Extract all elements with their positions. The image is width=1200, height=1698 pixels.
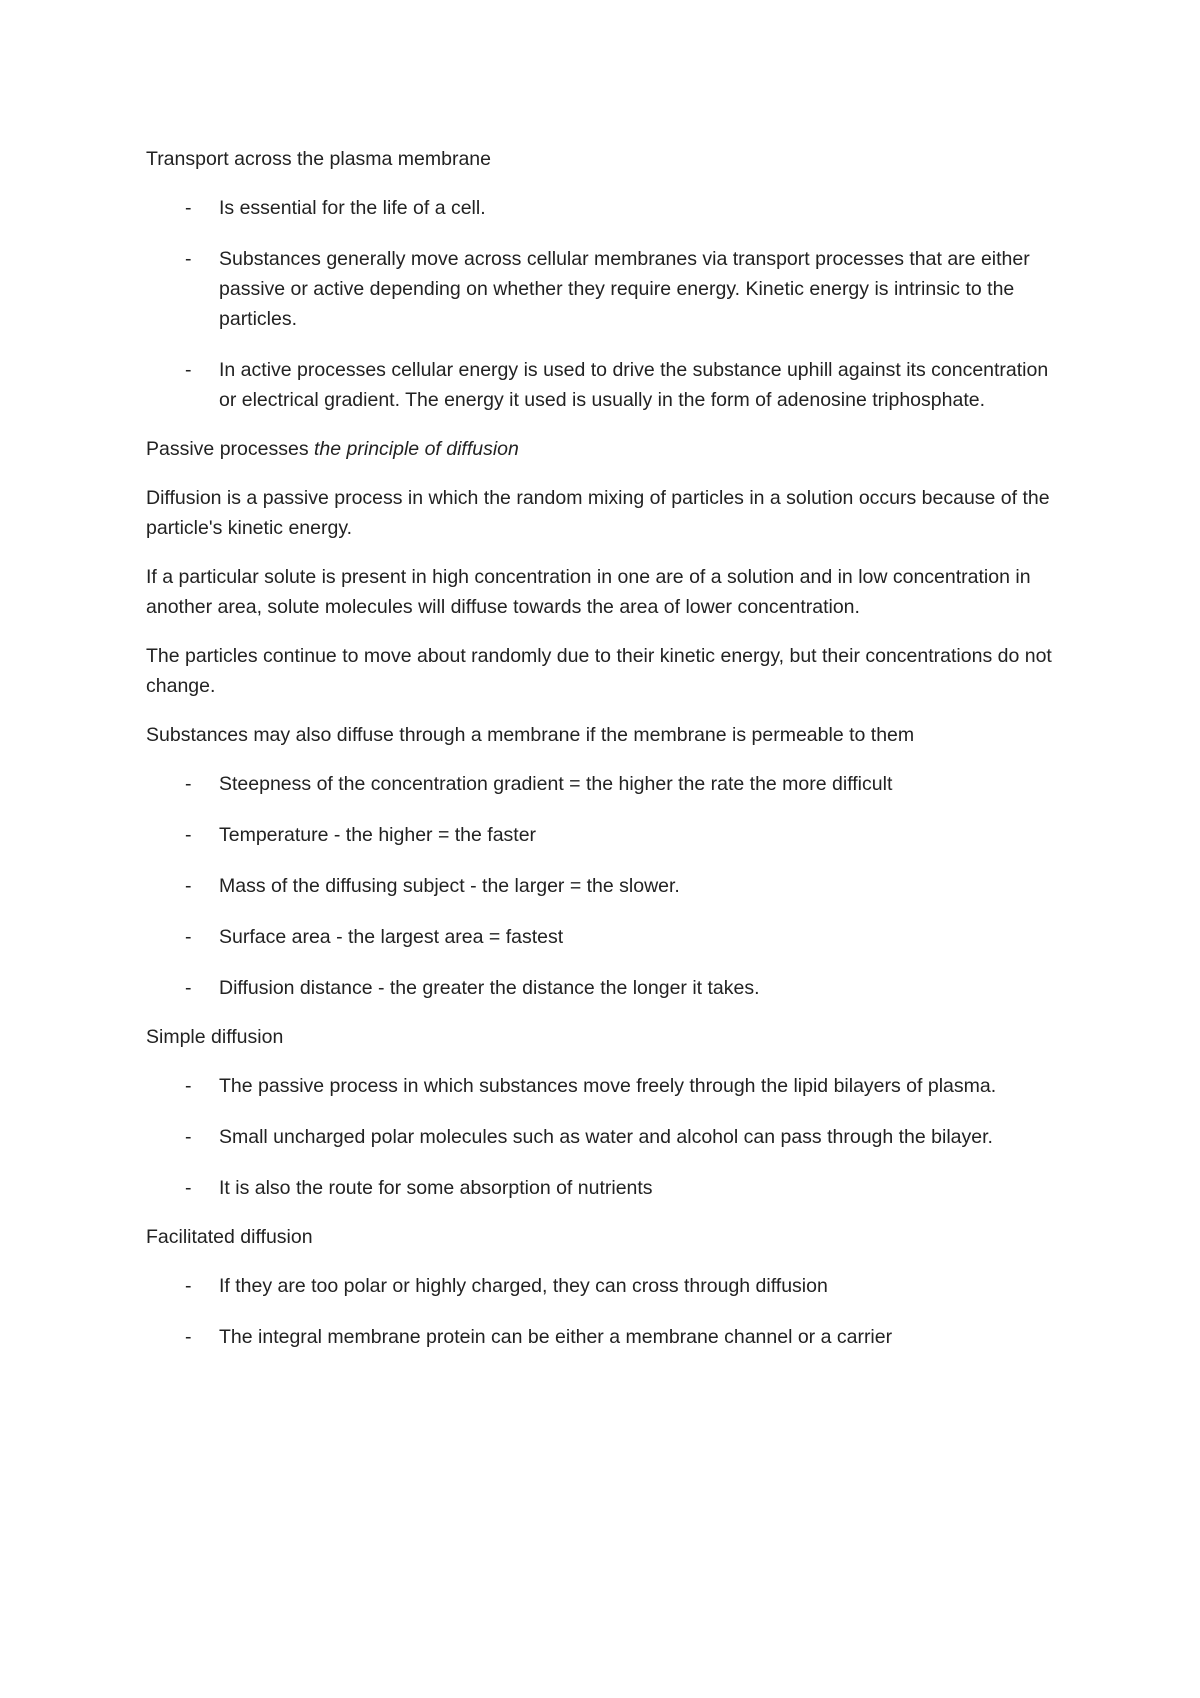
factor-bullet-list	[146, 769, 1066, 1003]
list-item-text: The passive process in which substances move freely through the lipid bilayers of plasma.	[219, 1075, 997, 1097]
list-item	[146, 1173, 1066, 1203]
list-item-text: Diffusion distance - the greater the distance the longer it takes.	[219, 977, 760, 999]
list-item	[146, 355, 1066, 415]
list-item-text: Steepness of the concentration gradient = the higher the rate the more difficult	[219, 773, 893, 795]
paragraph-membrane: Substances may also diffuse through a membrane if the membrane is permeable to them	[146, 724, 915, 746]
facilitated-diffusion-heading: Facilitated diffusion	[146, 1226, 313, 1248]
intro-bullet-list	[146, 193, 1066, 415]
list-item-text: The integral membrane protein can be either a membrane channel or a carrier	[219, 1326, 893, 1348]
heading-italic: the principle of diffusion	[314, 438, 519, 460]
bullet-dash: -	[185, 1126, 192, 1148]
heading-prefix: Passive processes	[146, 438, 314, 460]
bullet-dash: -	[185, 1177, 192, 1199]
list-item	[146, 1071, 1066, 1101]
bullet-dash: -	[185, 1326, 192, 1348]
list-item	[146, 871, 1066, 901]
bullet-dash: -	[185, 824, 192, 846]
list-item	[146, 1322, 1066, 1352]
bullet-dash: -	[185, 977, 192, 999]
document-title: Transport across the plasma membrane	[146, 148, 492, 170]
bullet-dash: -	[185, 773, 192, 795]
list-item-text: Temperature - the higher = the faster	[219, 824, 537, 846]
list-item	[146, 973, 1066, 1003]
paragraph-diffusion: Diffusion is a passive process in which the random mixing of particles in a solution occurs because of the particle's kinetic energy.	[146, 487, 1050, 539]
list-item	[146, 820, 1066, 850]
list-item-text: Substances generally move across cellular membranes via transport processes that are either passive or active depending on whether they require energy. Kinetic energy is intrinsic to the particles.	[219, 248, 1030, 330]
list-item	[146, 244, 1066, 334]
list-item	[146, 769, 1066, 799]
list-item-text: In active processes cellular energy is used to drive the substance uphill against its concentration or electrical gradient. The energy it used is usually in the form of adenosine triphosphate.	[219, 359, 1049, 411]
list-item-text: Is essential for the life of a cell.	[219, 197, 486, 219]
bullet-dash: -	[185, 359, 192, 381]
bullet-dash: -	[185, 875, 192, 897]
passive-processes-heading	[146, 434, 1066, 464]
list-item-text: Small uncharged polar molecules such as water and alcohol can pass through the bilayer.	[219, 1126, 993, 1148]
simple-diffusion-heading: Simple diffusion	[146, 1026, 284, 1048]
bullet-dash: -	[185, 248, 192, 270]
bullet-dash: -	[185, 926, 192, 948]
bullet-dash: -	[185, 1275, 192, 1297]
list-item-text: Surface area - the largest area = fastest	[219, 926, 564, 948]
paragraph-particles: The particles continue to move about randomly due to their kinetic energy, but their concentrations do not change.	[146, 645, 1052, 697]
list-item	[146, 1271, 1066, 1301]
bullet-dash: -	[185, 197, 192, 219]
facilitated-bullet-list	[146, 1271, 1066, 1352]
list-item-text: If they are too polar or highly charged, they can cross through diffusion	[219, 1275, 828, 1297]
list-item-text: Mass of the diffusing subject - the larger = the slower.	[219, 875, 680, 897]
list-item	[146, 922, 1066, 952]
simple-bullet-list	[146, 1071, 1066, 1203]
list-item-text: It is also the route for some absorption of nutrients	[219, 1177, 653, 1199]
list-item	[146, 193, 1066, 223]
list-item	[146, 1122, 1066, 1152]
bullet-dash: -	[185, 1075, 192, 1097]
document-page	[146, 144, 1066, 1371]
paragraph-solute: If a particular solute is present in high concentration in one are of a solution and in low concentration in another area, solute molecules will diffuse towards the area of lower concentration.	[146, 566, 1031, 618]
